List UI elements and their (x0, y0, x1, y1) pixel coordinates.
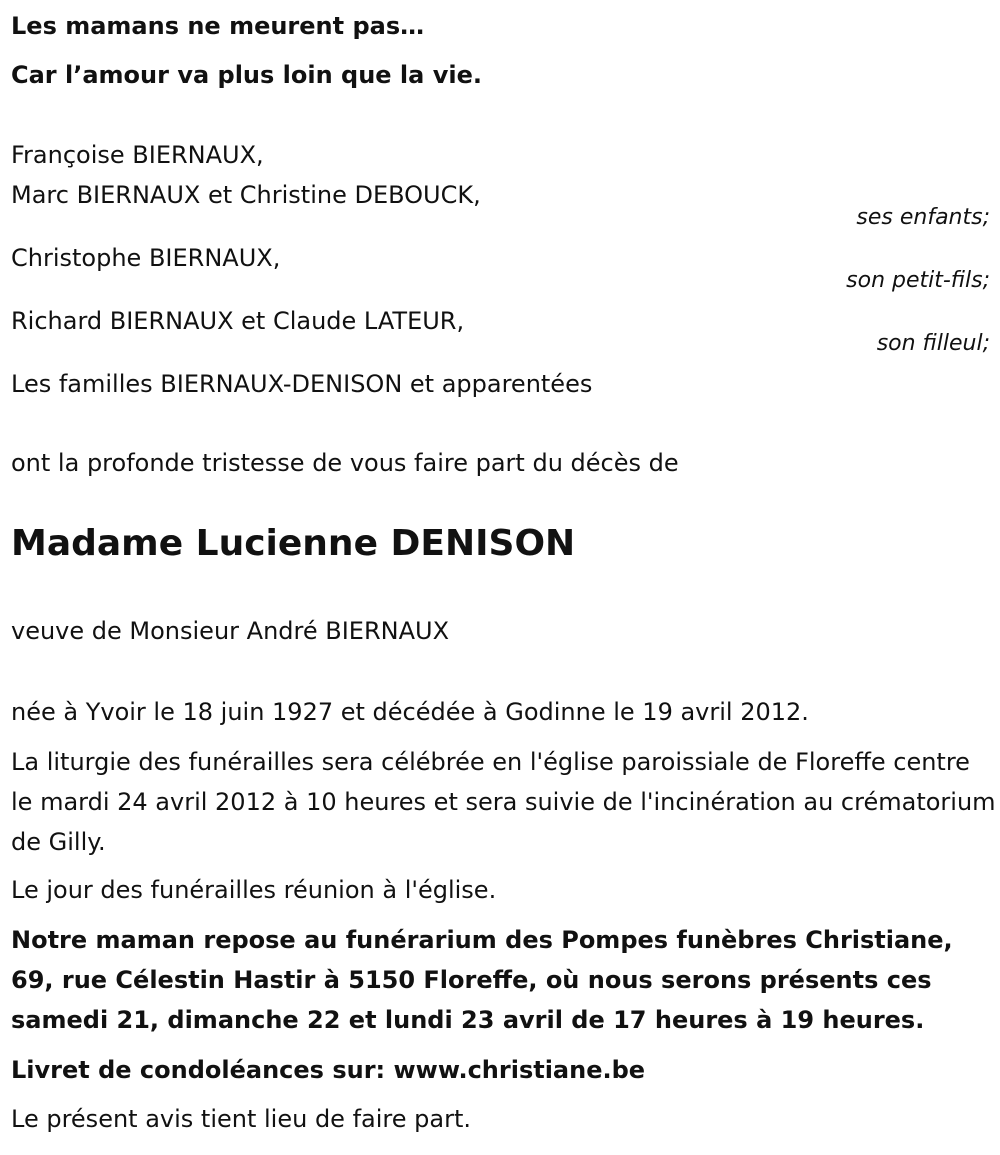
family-grandson: Christophe BIERNAUX, (11, 244, 281, 272)
family-relatives: Les familles BIERNAUX-DENISON et apparentées (11, 370, 593, 398)
opening-line-2: Car l’amour va plus loin que la vie. (11, 61, 482, 89)
funeral-meeting: Le jour des funérailles réunion à l'église. (11, 876, 497, 904)
funeral-liturgy: La liturgie des funérailles sera célébrée en l'église paroissiale de Floreffe centre le mardi 24 avril 2012 à 10 heures et sera suivie de l'incinération au crématorium de Gilly. (11, 748, 996, 856)
family-children-2: Marc BIERNAUX et Christine DEBOUCK, (11, 181, 481, 209)
family-children-1: Françoise BIERNAUX, (11, 141, 264, 169)
funeral-resting-place: Notre maman repose au funérarium des Pompes funèbres Christiane, 69, rue Célestin Hastir à 5150 Floreffe, où nous serons présents ces samedi 21, dimanche 22 et lundi 23 avril de 17 heures à 19 heures. (11, 926, 953, 1034)
children-role: ses enfants; (856, 205, 990, 230)
family-godson: Richard BIERNAUX et Claude LATEUR, (11, 307, 465, 335)
grandson-role: son petit-fils; (846, 268, 990, 293)
birth-death-dates: née à Yvoir le 18 juin 1927 et décédée à Godinne le 19 avril 2012. (11, 698, 809, 726)
widow-of-text: veuve de Monsieur André BIERNAUX (11, 617, 450, 645)
condolences-link: Livret de condoléances sur: www.christiane.be (11, 1056, 646, 1084)
deceased-name: Madame Lucienne DENISON (11, 523, 576, 564)
godson-role: son filleul; (876, 331, 990, 356)
opening-line-1: Les mamans ne meurent pas… (11, 12, 425, 40)
announcement-text: ont la profonde tristesse de vous faire part du décès de (11, 449, 679, 477)
notice-text: Le présent avis tient lieu de faire part. (11, 1105, 471, 1133)
